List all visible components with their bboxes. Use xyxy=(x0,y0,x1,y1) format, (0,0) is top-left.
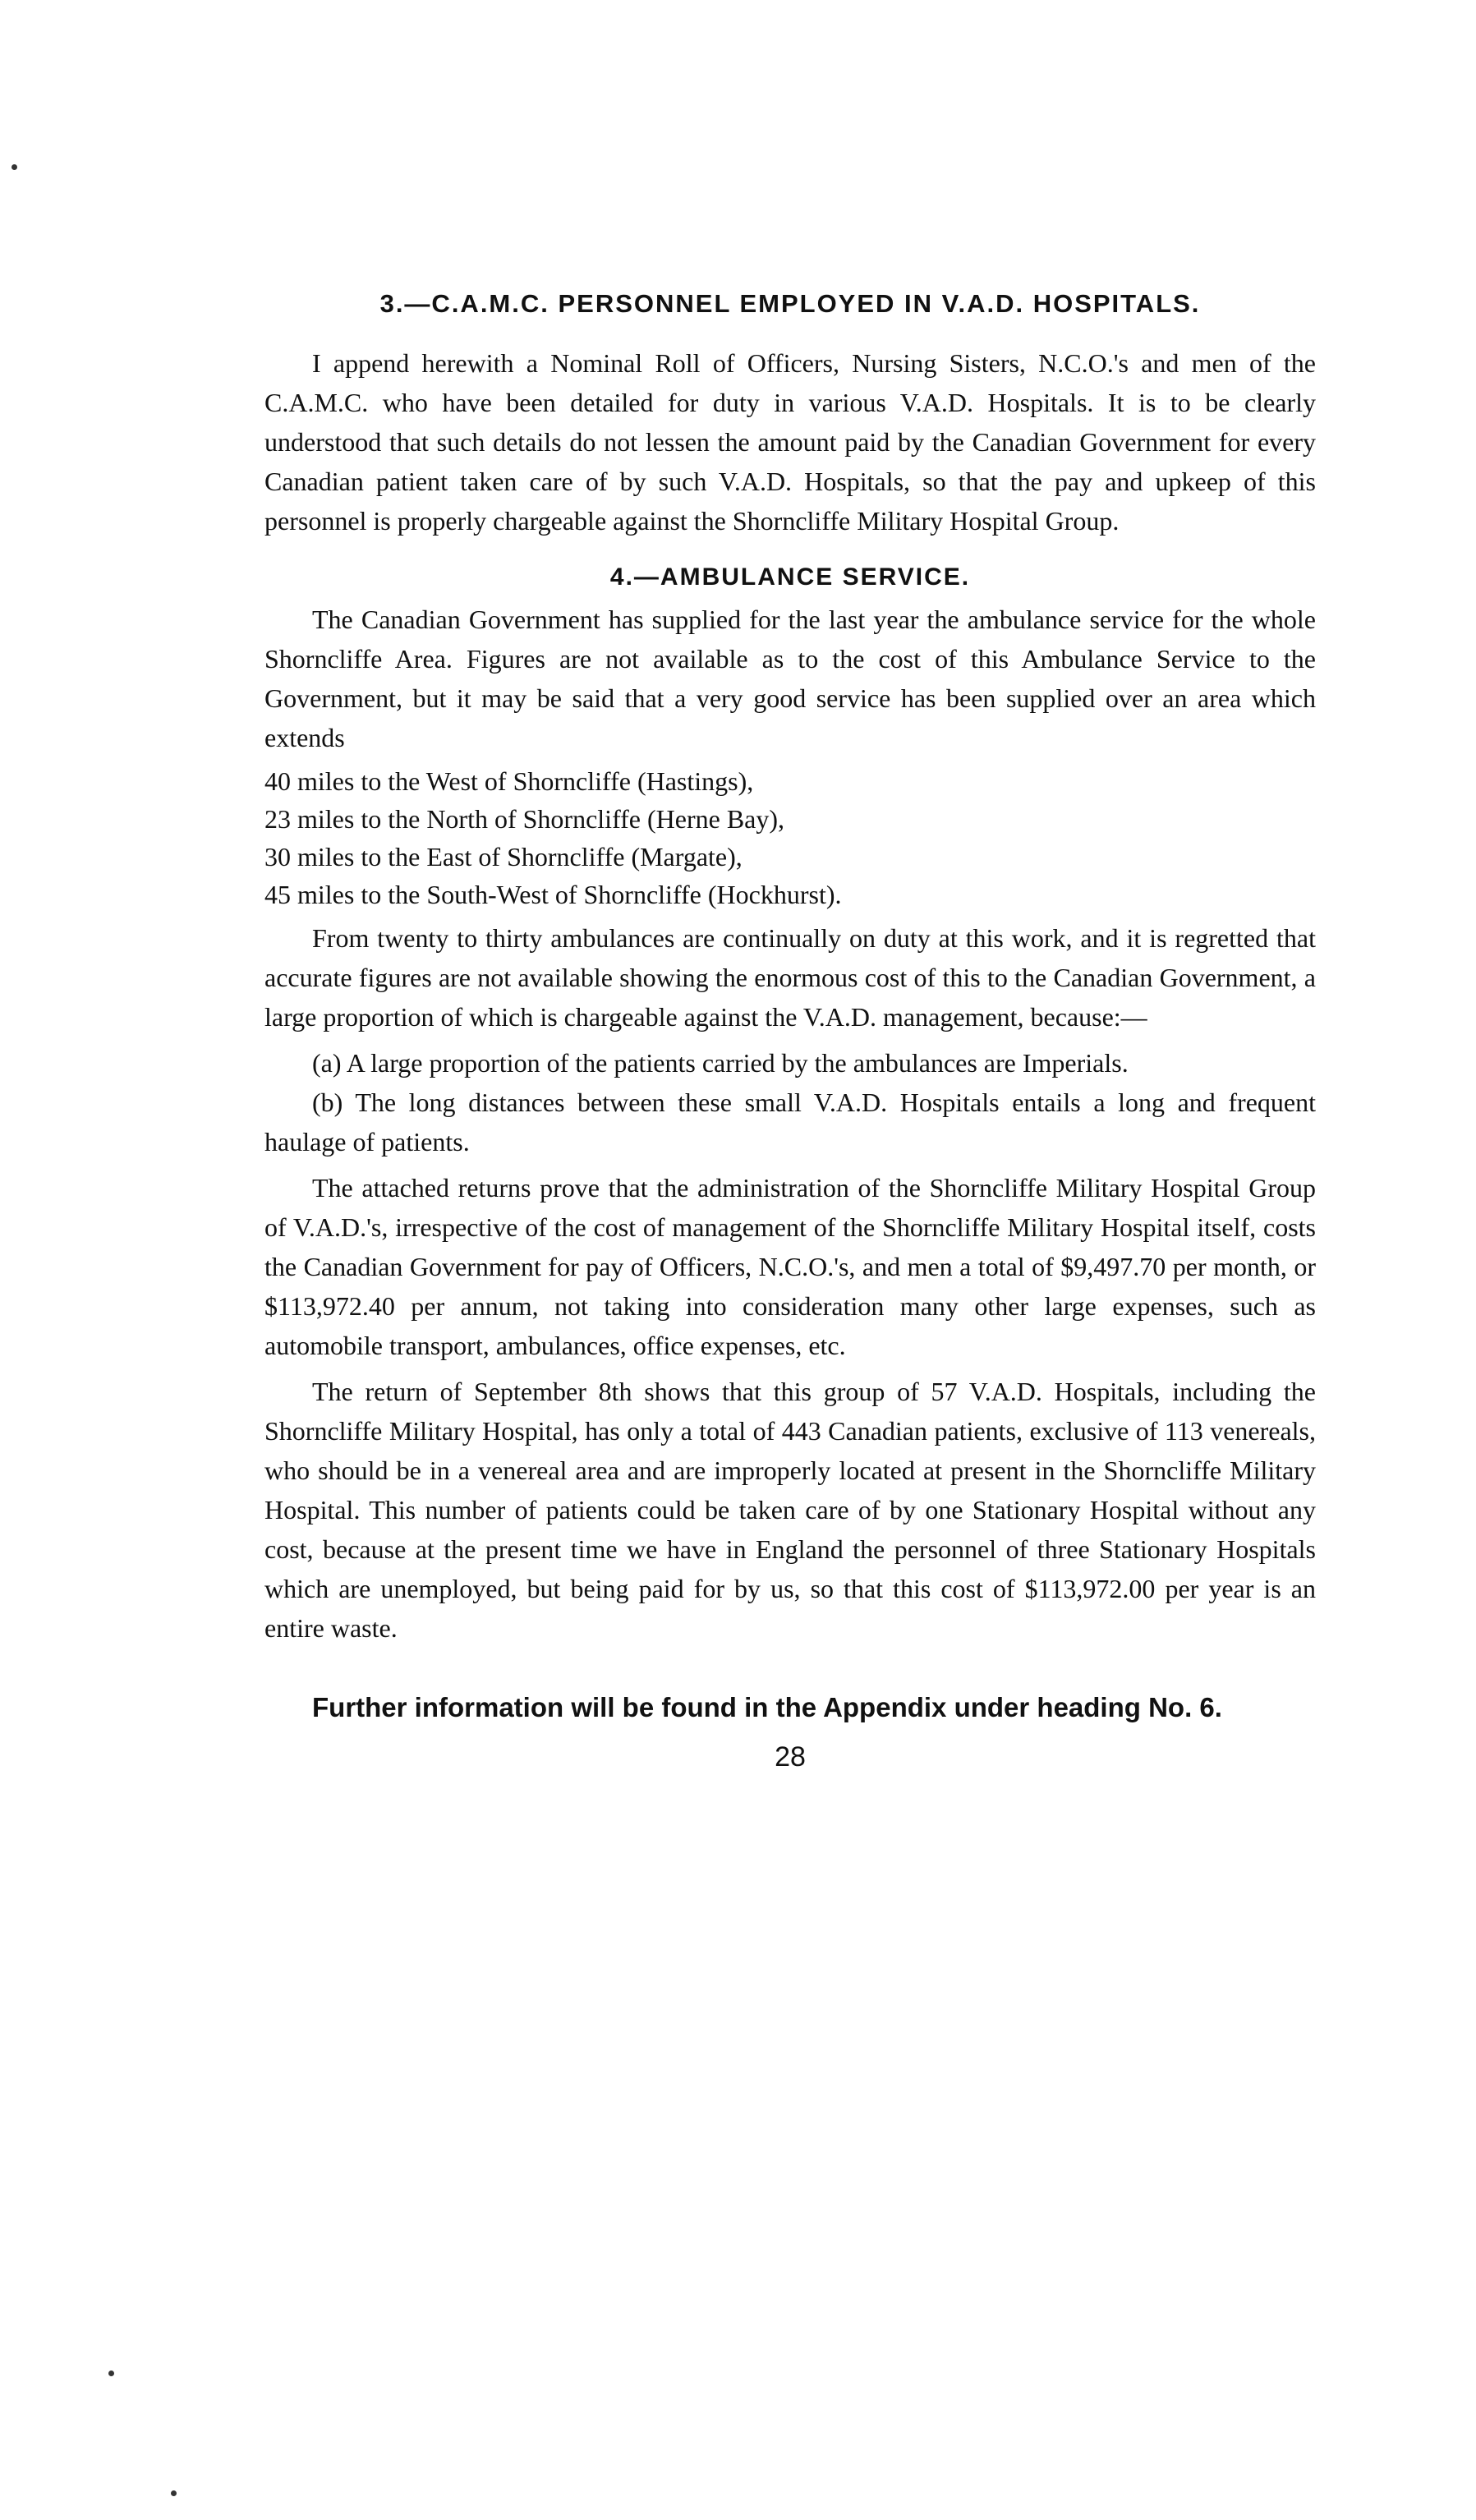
distance-item-south-west: 45 miles to the South-West of Shorncliffe (Hockhurst). xyxy=(264,880,842,909)
section-4-heading: 4.—AMBULANCE SERVICE. xyxy=(609,563,971,591)
scan-speck xyxy=(108,2371,114,2376)
section-3-heading: 3.—C.A.M.C. PERSONNEL EMPLOYED IN V.A.D. HOSPITALS. xyxy=(379,289,1201,318)
text-column xyxy=(264,289,1316,1773)
distance-item-north: 23 miles to the North of Shorncliffe (Herne Bay), xyxy=(264,804,785,834)
page-number: 28 xyxy=(775,1741,806,1773)
scan-speck xyxy=(171,2490,177,2496)
distance-list xyxy=(264,762,1316,913)
ambulance-intro-paragraph: The Canadian Government has supplied for the last year the ambulance service for the whole Shorncliffe Area. Figures are not available as to the cost of this Ambulance Service to the Government, but it may be said that a very good service has been supplied over an area which extends xyxy=(264,605,1316,752)
section-3-paragraph: I append herewith a Nominal Roll of Officers, Nursing Sisters, N.C.O.'s and men of the C.A.M.C. who have been detailed for duty in various V.A.D. Hospitals. It is to be clearly understood that such details do not lessen the amount paid by the Canadian Government for every Canadian patient taken care of by such V.A.D. Hospitals, so that the pay and upkeep of this personnel is properly chargeable against the Shorncliffe Military Hospital Group. xyxy=(264,348,1316,536)
scan-speck xyxy=(11,164,17,170)
september-return-paragraph: The return of September 8th shows that this group of 57 V.A.D. Hospitals, including the Shorncliffe Military Hospital, has only a total of 443 Canadian patients, exclusive of 113 venereals, who should be in a venereal area and are improperly located at present in the Shorncliffe Military Hospital. This number of patients could be taken care of by one Stationary Hospital without any cost, because at the present time we have in England the personnel of three Stationary Hospitals which are unemployed, but being paid for by us, so that this cost of $113,972.00 per year is an entire waste. xyxy=(264,1377,1316,1643)
appendix-note: Further information will be found in the Appendix under heading No. 6. xyxy=(312,1692,1222,1722)
distance-item-west: 40 miles to the West of Shorncliffe (Hastings), xyxy=(264,766,754,796)
reason-b-paragraph: (b) The long distances between these small V.A.D. Hospitals entails a long and frequent haulage of patients. xyxy=(264,1088,1316,1157)
returns-paragraph: The attached returns prove that the administration of the Shorncliffe Military Hospital Group of V.A.D.'s, irrespective of the cost of management of the Shorncliffe Military Hospital itself, costs the Canadian Government for pay of Officers, N.C.O.'s, and men a total of $9,497.70 per month, or $113,972.40 per annum, not taking into consideration many other large expenses, such as automobile transport, ambulances, office expenses, etc. xyxy=(264,1173,1316,1360)
ambulances-paragraph: From twenty to thirty ambulances are continually on duty at this work, and it is regretted that accurate figures are not available showing the enormous cost of this to the Canadian Government, a large proportion of which is chargeable against the V.A.D. management, because:— xyxy=(264,923,1316,1032)
reason-a-paragraph: (a) A large proportion of the patients carried by the ambulances are Imperials. xyxy=(312,1048,1129,1078)
distance-item-east: 30 miles to the East of Shorncliffe (Margate), xyxy=(264,842,743,871)
